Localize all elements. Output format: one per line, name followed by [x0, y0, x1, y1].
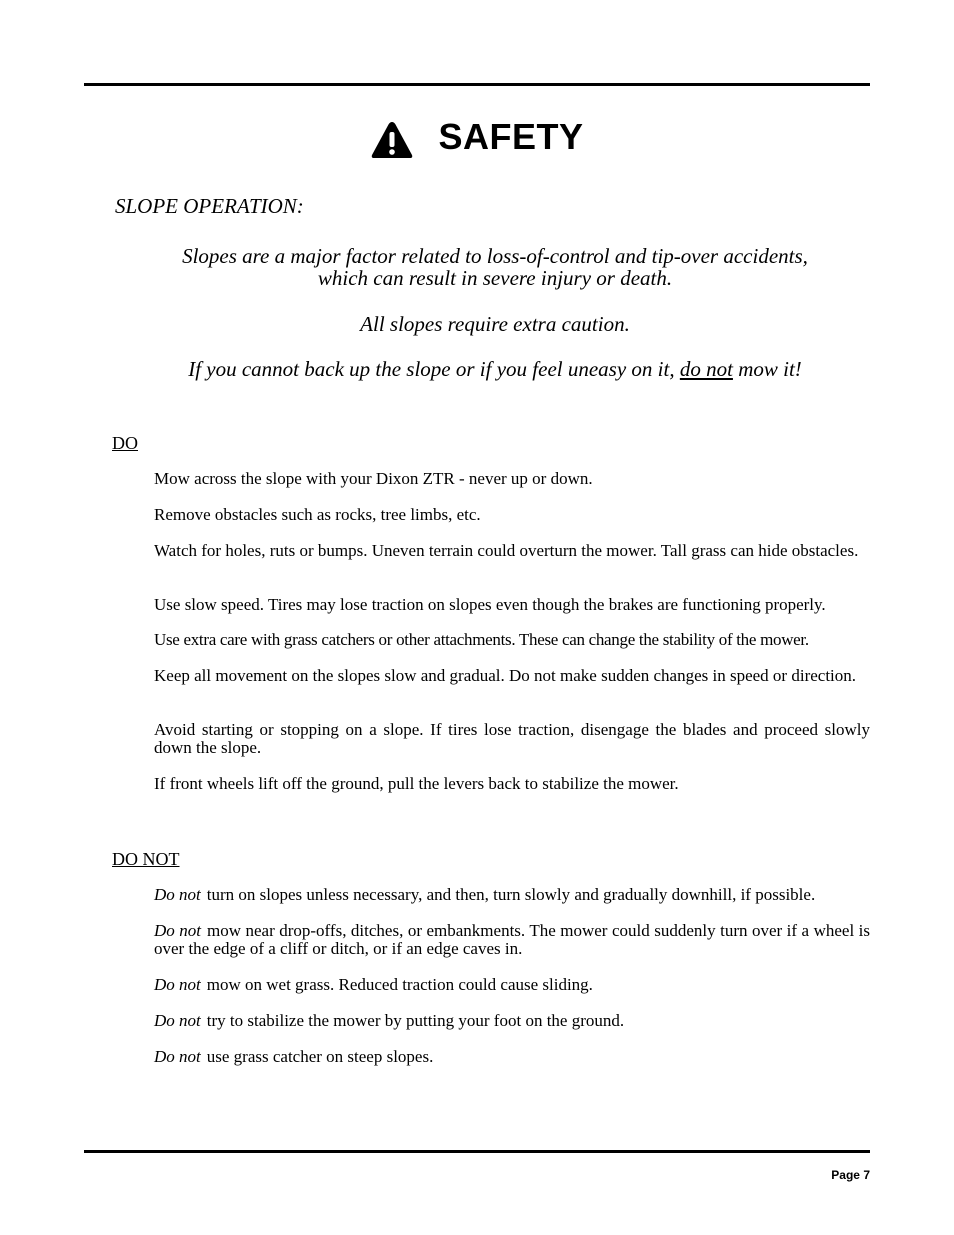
do-not-item	[154, 1012, 870, 1030]
bottom-rule	[84, 1150, 870, 1153]
do-not-item	[154, 886, 870, 904]
page-header	[0, 112, 954, 167]
do-item: Use slow speed. Tires may lose traction on slopes even though the brakes are functioning properly.	[154, 595, 826, 614]
do-not-item-text: use grass catcher on steep slopes.	[206, 1047, 434, 1066]
do-item: Watch for holes, ruts or bumps. Uneven terrain could overturn the mower. Tall grass can hide obstacles.	[154, 541, 859, 560]
slope-warning-pre: If you cannot back up the slope or if you feel uneasy on it,	[188, 357, 680, 381]
page-number: Page 7	[831, 1168, 870, 1182]
page-title: SAFETY	[438, 116, 584, 157]
do-item: Keep all movement on the slopes slow and gradual. Do not make sudden changes in speed or direction.	[154, 666, 857, 685]
slope-caution: All slopes require extra caution.	[360, 312, 630, 336]
do-item: If front wheels lift off the ground, pull the levers back to stabilize the mower.	[154, 774, 679, 793]
do-not-heading: DO NOT	[112, 849, 180, 869]
slope-intro-line-1: Slopes are a major factor related to loss-of-control and tip-over accidents,	[182, 244, 808, 268]
do-not-item-text: mow near drop-offs, ditches, or embankments. The mower could suddenly turn over if a wheel is over the edge of a cliff or ditch, or if an edge caves in.	[154, 921, 871, 958]
slope-operation-heading: SLOPE OPERATION:	[115, 194, 304, 218]
slope-warning	[84, 358, 906, 380]
top-rule	[84, 83, 870, 86]
do-not-item-text: try to stabilize the mower by putting your foot on the ground.	[206, 1011, 625, 1030]
do-not-item	[154, 1048, 870, 1066]
do-not-item	[154, 976, 870, 994]
do-item: Mow across the slope with your Dixon ZTR - never up or down.	[154, 469, 593, 488]
warning-triangle-icon	[370, 118, 414, 162]
do-not-prefix: Do not	[154, 975, 201, 994]
do-heading: DO	[112, 433, 138, 453]
do-not-item-text: turn on slopes unless necessary, and then, turn slowly and gradually downhill, if possible.	[206, 885, 816, 904]
do-not-item	[154, 922, 870, 958]
do-not-prefix: Do not	[154, 1047, 201, 1066]
do-not-item-text: mow on wet grass. Reduced traction could cause sliding.	[206, 975, 593, 994]
do-not-prefix: Do not	[154, 885, 201, 904]
do-item: Avoid starting or stopping on a slope. If tires lose traction, disengage the blades and proceed slowly down the slope.	[154, 720, 870, 757]
do-item: Remove obstacles such as rocks, tree limbs, etc.	[154, 505, 481, 524]
do-item: Use extra care with grass catchers or other attachments. These can change the stability of the mower.	[154, 630, 809, 649]
slope-intro	[84, 245, 906, 289]
slope-warning-post: mow it!	[732, 357, 802, 381]
slope-warning-emphasis: do not	[679, 357, 733, 381]
do-not-prefix: Do not	[154, 921, 201, 940]
do-not-prefix: Do not	[154, 1011, 201, 1030]
slope-intro-line-2: which can result in severe injury or death.	[317, 266, 673, 290]
